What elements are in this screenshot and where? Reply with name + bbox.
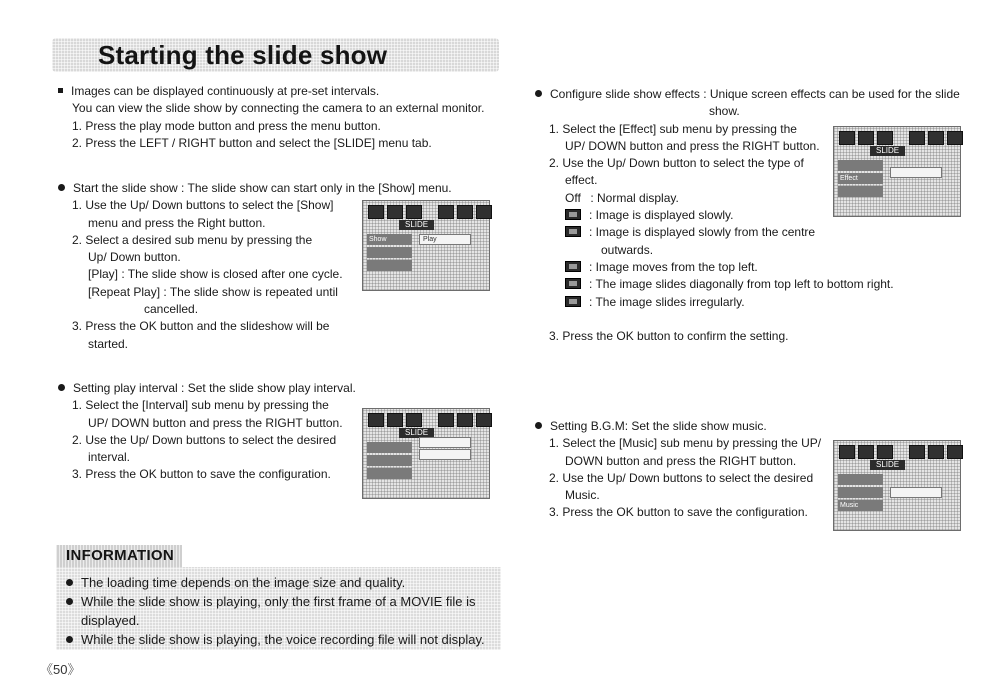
effect-slow-icon <box>565 209 581 220</box>
round-bullet-icon <box>535 90 542 97</box>
round-bullet-icon <box>58 384 65 391</box>
slide-menu-screenshot-music: SLIDE Music <box>833 440 961 531</box>
effect-mix-icon <box>565 296 581 307</box>
intro-section: Images can be displayed continuously at pre-set intervals. You can view the slide show by connecting the camera to an external monitor. 1. Press the play mode button and press the menu button. 2. Press the LEFT / RIGHT button and select the [SLIDE] menu tab. <box>58 83 484 152</box>
slide-menu-screenshot-show: SLIDE Show Play <box>362 200 490 291</box>
slide-menu-screenshot-interval: SLIDE <box>362 408 490 499</box>
information-text: The loading time depends on the image size and quality. While the slide show is playing, only the first frame of a MOVIE file is displayed. While the slide show is playing, the voice recording file will not display. <box>66 573 485 649</box>
effect-centre-icon <box>565 226 581 237</box>
slide-menu-screenshot-effect: SLIDE Effect <box>833 126 961 217</box>
start-section: Start the slide show : The slide show can start only in the [Show] menu. 1. Use the Up/ Down buttons to select the [Show] menu and press the Right button. 2. Select a desired sub menu by pressing the Up/ Down button. [Play] : The slide show is closed after one cycle. [Repeat Play] : The slide show is repeated until cancelled. 3. Press the OK button and the slideshow will be started. <box>58 180 452 353</box>
round-bullet-icon <box>535 422 542 429</box>
information-label: INFORMATION <box>66 547 175 564</box>
page-title: Starting the slide show <box>98 40 388 70</box>
round-bullet-icon <box>66 636 73 643</box>
round-bullet-icon <box>66 598 73 605</box>
effects-section: Configure slide show effects : Unique screen effects can be used for the slide show. 1. Select the [Effect] sub menu by pressing the UP/ DOWN button and press the RIGHT button. 2. Use the Up/ Down button to select the type of effect. Off : Normal display. : Image is displayed slowly. : Image is displayed slowly from the centre outwards. : Image moves from the top left. : The image slides diagonally from top left to bottom right. : The image slides irregularly. 3. Press the OK button to confirm the setting. <box>535 86 960 345</box>
interval-section: Setting play interval : Set the slide show play interval. 1. Select the [Interval] sub menu by pressing the UP/ DOWN button and press the RIGHT button. 2. Use the Up/ Down buttons to select the desired interval. 3. Press the OK button to save the configuration. <box>58 380 356 484</box>
bgm-section: Setting B.G.M: Set the slide show music. 1. Select the [Music] sub menu by pressing the UP/ DOWN button and press the RIGHT button. 2. Use the Up/ Down buttons to select the desired Music. 3. Press the OK button to save the configuration. <box>535 418 821 522</box>
page-number: 《50》 <box>40 662 81 677</box>
effect-top-left-icon <box>565 261 581 272</box>
effect-diagonal-icon <box>565 278 581 289</box>
round-bullet-icon <box>58 184 65 191</box>
square-bullet-icon <box>58 88 63 93</box>
round-bullet-icon <box>66 579 73 586</box>
